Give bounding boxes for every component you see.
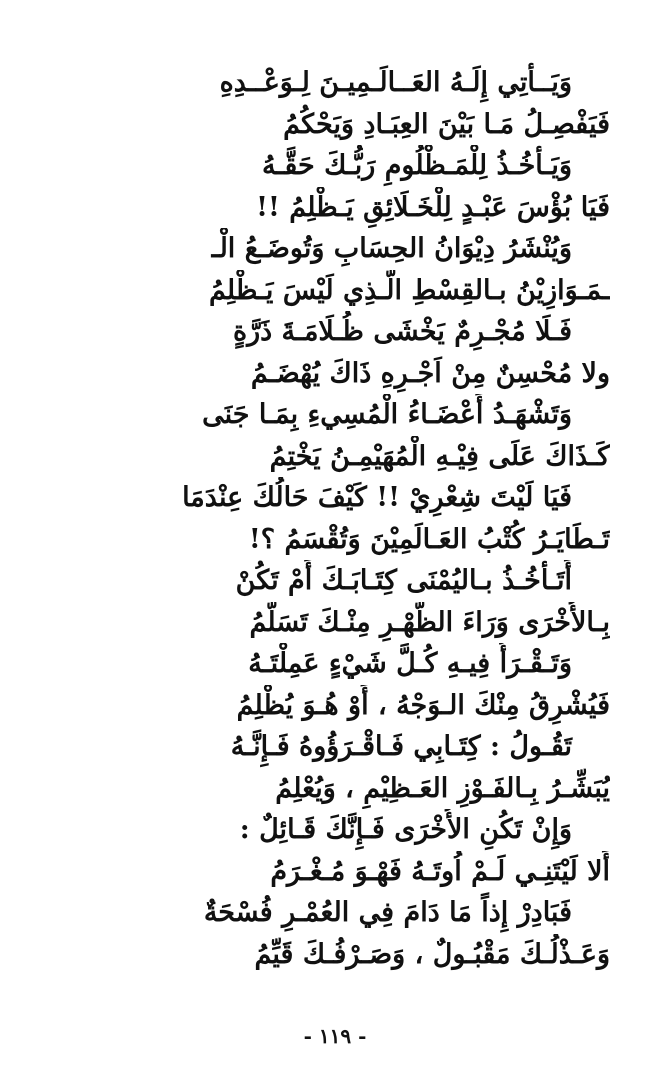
couplet [70, 62, 610, 145]
couplet [70, 394, 610, 477]
couplet [70, 560, 610, 643]
poem-body [70, 62, 610, 975]
poem-line: أَتَـأْخُـذُ بـاليُمْنَى كِتَـابَـكَ أَمْ تَكُنْ [235, 565, 572, 596]
poem-line: يُبَشِّـرُ بِـالفَـوْزِ العَـظِيْمِ ، وَيُعْلِمُ [275, 772, 610, 804]
couplet [70, 726, 610, 809]
poem-line: تَقُـولُ : كِتَـابِي فَـاقْـرَؤُوهُ فَـإِنَّـهُ [230, 731, 572, 762]
poem-line: فَيَفْصِـلُ مَـا بَيْنَ العِبَـادِ وَيَحْكُمُ [283, 108, 610, 140]
poem-line: فَبَادِرْ إِذاً مَا دَامَ فِي العُمْـرِ فُسْحَةٌ [203, 897, 572, 928]
couplet [70, 643, 610, 726]
poem-line: وَيَـأْخُـذُ لِلْمَـظْلُومِ رَبُّـكَ حَقَّـهُ [261, 150, 572, 181]
poem-line: ولا مُحْسِنٌ مِنْ اَجْـرِهِ ذَاكَ يُهْضَـمُ [250, 357, 610, 389]
couplet [70, 809, 610, 892]
poem-line: وَتَـقْـرَأُ فِيـهِ كُـلَّ شَيْءٍ عَمِلْتَـهُ [248, 648, 572, 679]
poem-line: كَـذَاكَ عَلَى فِيْـهِ الْمُهَيْمِـنُ يَخْتِمُ [269, 440, 610, 472]
poem-line: وَإِنْ تَكُنِ الأُخْرَى فَـإِنَّكَ قَـائِلٌ : [239, 814, 572, 845]
couplet [70, 892, 610, 975]
poem-line: فَيُشْرِقُ مِنْكَ الـوَجْهُ ، أَوْ هُـوَ يُظْلِمُ [236, 689, 610, 721]
poem-line: أَلا لَيْتَنِـي لَـمْ اُوتَـهُ فَهْـوَ مُـغْـرَمُ [270, 855, 610, 887]
couplet [70, 311, 610, 394]
poem-line: فَيَا بُؤْسَ عَبْـدٍ لِلْخَـلَائِقِ يَـظْلِمُ !! [256, 191, 610, 223]
poem-line: ـمَـوَازِيْنُ بـالقِسْطِ الّـذِي لَيْسَ يَـظْلِمُ [208, 274, 610, 306]
poem-line: تَـطَايَـرُ كُتْبُ العَـالَمِيْنَ وَتُقْسَمُ ؟! [248, 523, 610, 555]
poem-line: فَيَا لَيْتَ شِعْرِيْ !! كَيْفَ حَالُكَ عِنْدَمَا [182, 482, 572, 513]
poem-line: فَـلَا مُجْـرِمٌ يَخْشَى ظُـلَامَـةَ ذَرَّةٍ [232, 316, 572, 347]
poem-line: وَيُنْشَرُ دِيْوَانُ الحِسَابِ وَتُوضَـعُ الْـ [211, 233, 572, 264]
page-number: - ١١٩ - [303, 1024, 367, 1048]
poem-line: بِـالأُخْرَى وَرَاءَ الظَّهْـرِ مِنْـكَ تَسَلَّمُ [249, 606, 610, 638]
poem-line: وَعَـذْلُـكَ مَقْبُـولٌ ، وَصَـرْفُـكَ قَيِّمُ [254, 938, 610, 970]
couplet [70, 145, 610, 228]
poem-line: وَتَشْهَـدُ أَعْضَـاءُ الْمُسِيءِ بِمَـا جَنَى [202, 399, 572, 430]
couplet [70, 477, 610, 560]
couplet [70, 228, 610, 311]
poem-line: وَيَــأْتِي إِلَـهُ العَــالَـمِيـنَ لِـوَعْــدِهِ [219, 67, 572, 98]
